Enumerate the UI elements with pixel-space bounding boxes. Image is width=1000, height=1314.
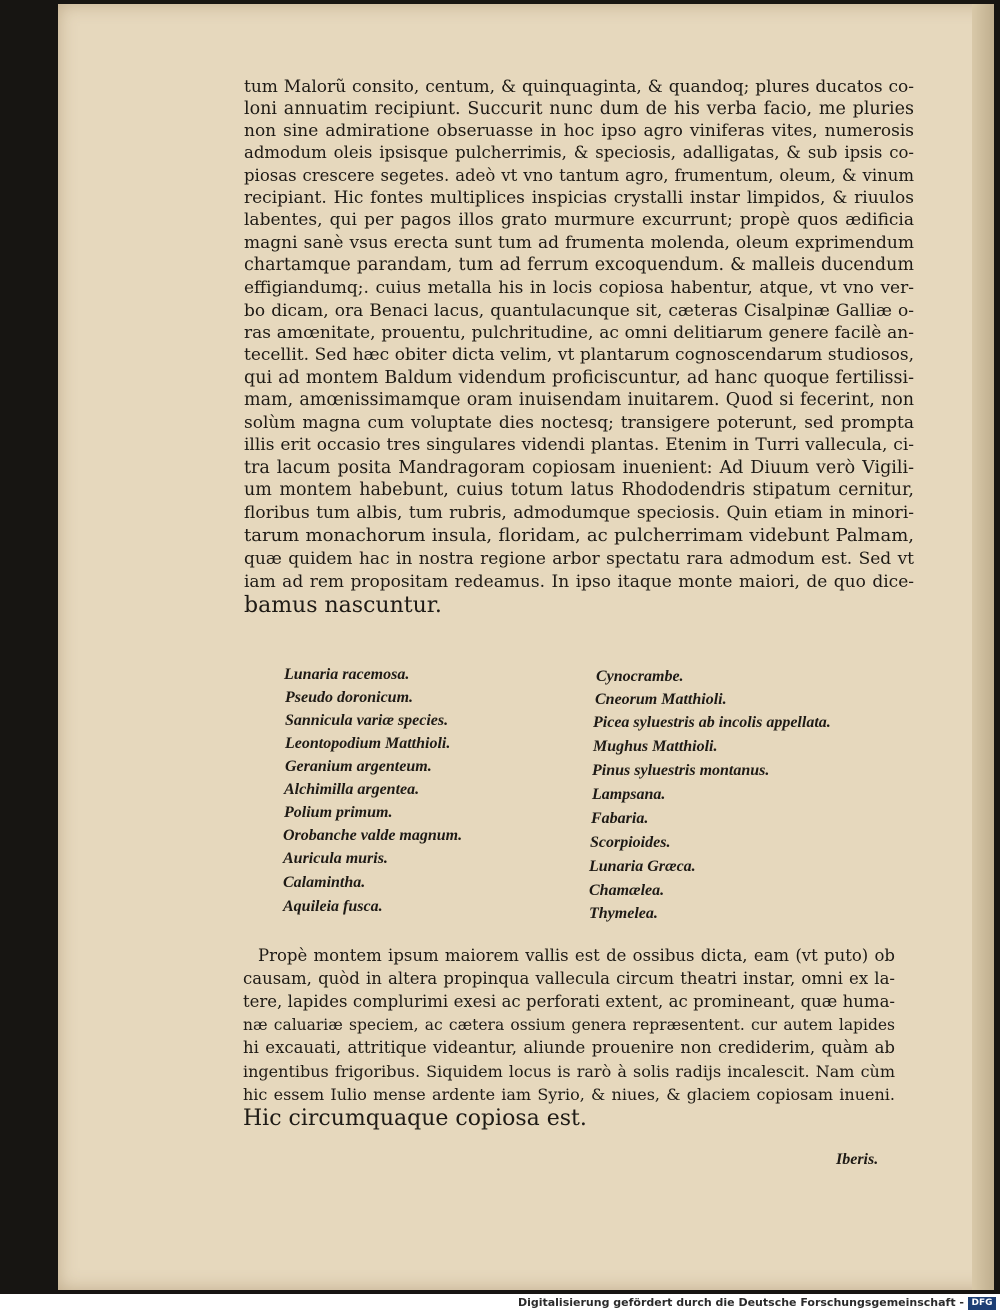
text-line: mam, amœnissimamque oram inuisendam inuitarem. Quod si fecerint, non (244, 390, 914, 410)
text-line: piosas crescere segetes. adeò vt vno tantum agro, frumentum, oleum, & vinum (244, 166, 914, 185)
plant-name: Mughus Matthioli. (593, 738, 718, 755)
plant-name: Geranium argenteum. (285, 758, 432, 775)
text-line: admodum oleis ipsisque pulcherrimis, & speciosis, adalligatas, & sub ipsis co- (244, 143, 914, 162)
text-line: labentes, qui per pagos illos grato murmure excurrunt; propè quos ædificia (244, 210, 914, 230)
text-line: loni annuatim recipiunt. Succurit nunc dum de his verba facio, me pluries (244, 99, 914, 119)
plant-name: Picea syluestris ab incolis appellata. (593, 714, 831, 731)
text-line: tere, lapides complurimi exesi ac perforati extent, ac promineant, quæ huma- (243, 992, 895, 1011)
text-line: ingentibus frigoribus. Siquidem locus is rarò à solis radijs incalescit. Nam cùm (243, 1062, 895, 1081)
text-line: ras amœnitate, prouentu, pulchritudine, ac omni delitiarum genere facilè an- (244, 323, 914, 343)
text-line: hic essem Iulio mense ardente iam Syrio, & niues, & glaciem copiosam inueni. (243, 1085, 895, 1104)
text-line: non sine admiratione obseruasse in hoc ipso agro viniferas vites, numerosis (244, 121, 914, 141)
text-line: illis erit occasio tres singulares videndi plantas. Etenim in Turri vallecula, ci- (244, 435, 914, 455)
plant-name: Sannicula variæ species. (285, 712, 449, 729)
text-line: Hic circumquaque copiosa est. (243, 1106, 587, 1131)
plant-name: Thymelea. (589, 905, 658, 922)
plant-name: Fabaria. (591, 810, 649, 827)
plant-name: Chamælea. (589, 882, 665, 899)
plant-name: Pinus syluestris montanus. (592, 762, 770, 779)
text-line: effigiandumq;. cuius metalla his in locis copiosa habentur, atque, vt vno ver- (244, 278, 914, 298)
text-line: iam ad rem propositam redeamus. In ipso itaque monte maiori, de quo dice- (244, 572, 914, 592)
plant-name: Leontopodium Matthioli. (285, 735, 451, 752)
plant-name: Cneorum Matthioli. (595, 691, 727, 708)
text-line: tarum monachorum insula, floridam, ac pulcherrimam videbunt Palmam, (244, 525, 914, 546)
plant-name: Lampsana. (592, 786, 666, 803)
text-line: tecellit. Sed hæc obiter dicta velim, vt plantarum cognoscendarum studiosos, (244, 345, 914, 365)
digitization-footer (0, 1294, 1000, 1314)
catchword: Iberis. (836, 1151, 879, 1168)
plant-name: Pseudo doronicum. (285, 689, 414, 706)
plant-name: Auricula muris. (283, 850, 388, 867)
page-edge (972, 4, 994, 1290)
text-line: causam, quòd in altera propinqua vallecula circum theatri instar, omni ex la- (243, 969, 895, 988)
dfg-logo: DFG (968, 1297, 996, 1310)
text-line: quæ quidem hac in nostra regione arbor spectatu rara admodum est. Sed vt (244, 549, 914, 569)
plant-name: Lunaria racemosa. (284, 666, 410, 683)
text-line: hi excauati, attritique videantur, aliunde prouenire non crediderim, quàm ab (243, 1038, 895, 1057)
text-line: qui ad montem Baldum videndum proficiscuntur, ad hanc quoque fertilissi- (244, 368, 914, 388)
text-line: recipiant. Hic fontes multiplices inspicias crystalli instar limpidos, & riuulos (244, 188, 914, 208)
text-line: tum Malorũ consito, centum, & quinquaginta, & quandoq; plures ducatos co- (244, 77, 914, 97)
plant-name: Orobanche valde magnum. (283, 827, 463, 844)
text-line: Propè montem ipsum maiorem vallis est de ossibus dicta, eam (vt puto) ob (258, 946, 895, 965)
text-line: bamus nascuntur. (244, 593, 442, 618)
plant-name: Aquileia fusca. (283, 898, 383, 915)
text-line: tra lacum posita Mandragoram copiosam inuenient: Ad Diuum verò Vigili- (244, 458, 914, 478)
text-line: solùm magna cum voluptate dies noctesq; transigere poterunt, sed prompta (244, 413, 914, 433)
text-line: magni sanè vsus erecta sunt tum ad frumenta molenda, oleum exprimendum (244, 233, 914, 253)
text-line: næ caluariæ speciem, ac cætera ossium genera repræsentent. cur autem lapides (243, 1016, 895, 1034)
text-line: bo dicam, ora Benaci lacus, quantulacunque sit, cæteras Cisalpinæ Galliæ o- (244, 301, 914, 321)
text-line: um montem habebunt, cuius totum latus Rhododendris stipatum cernitur, (244, 480, 914, 500)
plant-name: Polium primum. (284, 804, 393, 821)
plant-name: Lunaria Græca. (589, 858, 696, 875)
text-line: chartamque parandam, tum ad ferrum excoquendum. & malleis ducendum (244, 255, 914, 275)
plant-name: Cynocrambe. (596, 668, 684, 685)
text-line: floribus tum albis, tum rubris, admodumque speciosis. Quin etiam in minori- (244, 503, 914, 523)
footer-text: Digitalisierung gefördert durch die Deutsche Forschungsgemeinschaft - (517, 1296, 964, 1309)
plant-name: Scorpioides. (590, 834, 671, 851)
plant-name: Alchimilla argentea. (284, 781, 420, 798)
plant-name: Calamintha. (283, 874, 366, 891)
